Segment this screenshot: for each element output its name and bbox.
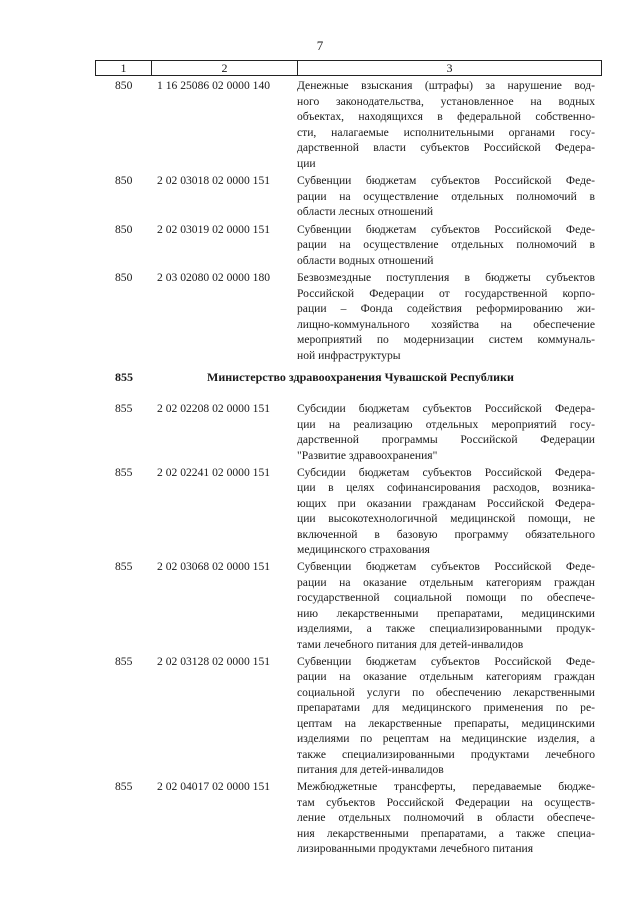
description-line: ного законодательства, установленное на водных	[297, 94, 595, 108]
budget-classification-code: 2 02 03068 02 0000 151	[157, 560, 271, 573]
description-line: области лесных отношений	[297, 205, 434, 218]
description-line: Субвенции бюджетам субъектов Российской Феде-	[297, 654, 595, 668]
description-line: Субвенции бюджетам субъектов Российской Феде-	[297, 222, 595, 236]
administrator-code: 850	[115, 174, 133, 187]
description-line: там субъектов Российской Федерации на осуществ-	[297, 795, 595, 809]
column-header-1: 1	[96, 61, 152, 76]
budget-classification-code: 1 16 25086 02 0000 140	[157, 79, 271, 92]
administrator-code: 850	[115, 79, 133, 92]
description-line: мероприятий по модернизации систем коммуналь-	[297, 333, 595, 346]
budget-classification-code: 2 02 03128 02 0000 151	[157, 654, 271, 668]
administrator-code: 855	[115, 654, 133, 668]
description-line: Безвозмездные поступления в бюджеты субъектов	[297, 271, 595, 284]
budget-classification-code: 2 02 03019 02 0000 151	[157, 222, 271, 236]
description-line: нию лекарственными препаратами, медицинскими	[297, 606, 595, 620]
description-line: Субсидии бюджетам субъектов Российской Федера-	[297, 465, 595, 479]
description-line: ющих при оказании гражданам Российской Федера-	[297, 496, 595, 510]
administrator-code: 855	[115, 780, 133, 793]
description-line: рации на осуществление отдельных полномочий в	[297, 238, 595, 251]
description-line: Субвенции бюджетам субъектов Российской Феде-	[297, 174, 595, 187]
description-line: тами лечебного питания для детей-инвалидов	[297, 637, 524, 651]
budget-classification-code: 2 02 02241 02 0000 151	[157, 465, 271, 479]
description-line: рации на оказание отдельным категориям граждан	[297, 670, 595, 683]
description-line: изделиями по рецептам на медицинские изделия, а	[297, 732, 595, 745]
description-line: государственной социальной помощи по обеспече-	[297, 591, 595, 604]
income-description	[297, 779, 595, 857]
description-line: Межбюджетные трансферты, передаваемые бюдже-	[297, 780, 595, 793]
description-line: ции высокотехнологичной медицинской помощи, не	[297, 512, 595, 525]
income-description	[297, 222, 595, 269]
income-description	[297, 401, 595, 463]
income-description	[297, 173, 595, 220]
description-line: Российской Федерации от государственной корпо-	[297, 286, 595, 300]
description-line: социальной услуги по обеспечению лекарственными	[297, 685, 595, 699]
income-description	[297, 465, 595, 558]
description-line: рации – Фонда содействия реформированию жи-	[297, 302, 595, 315]
description-line: дарственной программы Российской Федерации	[297, 433, 595, 446]
administrator-code: 855	[115, 465, 133, 479]
budget-classification-code: 2 02 03018 02 0000 151	[157, 174, 271, 187]
description-line: препаратами для медицинского применения по ре-	[297, 701, 595, 714]
description-line: рации на оказание отдельным категориям граждан	[297, 575, 595, 589]
administrator-code: 855	[115, 560, 133, 573]
description-line: области водных отношений	[297, 253, 434, 267]
description-line: ление отдельных полномочий в области обеспече-	[297, 811, 595, 824]
column-header-3: 3	[298, 61, 602, 76]
budget-classification-code: 2 02 04017 02 0000 151	[157, 780, 271, 793]
description-line: ции в целях софинансирования расходов, возника-	[297, 481, 595, 494]
description-line: лизированными продуктами лечебного питания	[297, 842, 534, 855]
description-line: Денежные взыскания (штрафы) за нарушение вод-	[297, 79, 595, 92]
description-line: "Развитие здравоохранения"	[297, 448, 438, 462]
description-line: цептам на лекарственные препараты, медицинскими	[297, 716, 595, 730]
description-line: сти, налагаемые исполнительными органами госу-	[297, 125, 595, 139]
income-description	[297, 78, 595, 171]
description-line: питания для детей-инвалидов	[297, 763, 444, 776]
description-line: рации на осуществление отдельных полномочий в	[297, 189, 595, 203]
page-number: 7	[316, 38, 324, 53]
description-line: изделиями, а также специализированными продук-	[297, 622, 595, 635]
income-description	[297, 559, 595, 652]
section-title: Министерство здравоохранения Чувашской Республики	[207, 370, 514, 384]
description-line: ции	[297, 156, 316, 170]
administrator-code: 850	[115, 222, 133, 236]
administrator-code: 850	[115, 271, 133, 284]
column-header-2: 2	[152, 61, 298, 76]
description-line: лищно-коммунального хозяйства на обеспечение	[297, 317, 595, 331]
description-line: также специализированными продуктами лечебного	[297, 747, 595, 761]
column-header-table	[95, 60, 602, 76]
income-description	[297, 270, 595, 363]
description-line: дарственной власти субъектов Российской Федера-	[297, 141, 595, 154]
description-line: включенной в базовую программу обязательного	[297, 527, 595, 541]
budget-classification-code: 2 03 02080 02 0000 180	[157, 271, 271, 284]
section-code: 855	[115, 370, 133, 384]
description-line: ной инфраструктуры	[297, 348, 401, 362]
description-line: медицинского страхования	[297, 543, 430, 556]
description-line: объектах, находящихся в федеральной собственно-	[297, 110, 595, 123]
description-line: Субсидии бюджетам субъектов Российской Федера-	[297, 402, 595, 415]
administrator-code: 855	[115, 402, 133, 415]
description-line: ции на реализацию отдельных мероприятий госу-	[297, 417, 595, 431]
income-description	[297, 654, 595, 778]
budget-classification-code: 2 02 02208 02 0000 151	[157, 402, 271, 415]
description-line: ния лекарственными препаратами, а также специа-	[297, 826, 595, 840]
description-line: Субвенции бюджетам субъектов Российской Феде-	[297, 560, 595, 573]
